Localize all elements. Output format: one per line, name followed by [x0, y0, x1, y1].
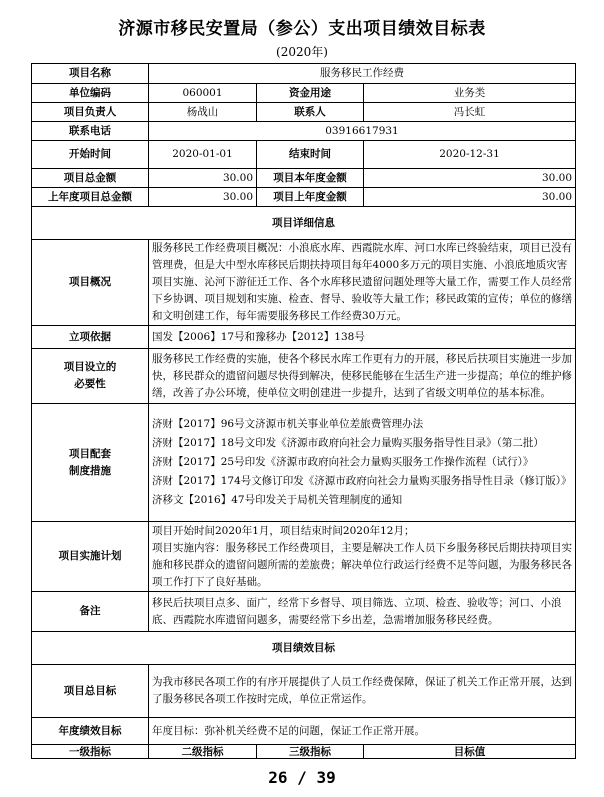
header-level2: 二级指标	[149, 745, 257, 759]
last-year-label: 项目上年度金额	[257, 188, 364, 207]
document-year: (2020年)	[276, 45, 328, 59]
start-label: 开始时间	[32, 141, 149, 169]
project-name-value: 服务移民工作经费	[149, 64, 576, 84]
row-basis	[32, 326, 576, 349]
last-total-value: 30.00	[149, 188, 257, 207]
header-target: 目标值	[364, 745, 576, 759]
supporting-list	[149, 404, 576, 522]
remark-label: 备注	[32, 592, 149, 632]
row-performance-section	[32, 632, 576, 665]
fund-use-value: 业务类	[364, 84, 576, 103]
row-last-year	[32, 188, 576, 207]
supporting-item: 济移文【2016】47号印发关于局机关管理制度的通知	[152, 494, 403, 506]
row-unit-code	[32, 84, 576, 103]
supporting-item: 济财【2017】174号文修订印发《济源市政府向社会力量购买服务指导性目录（修订版）》	[152, 475, 572, 487]
supporting-item: 济财【2017】25号印发《济源市政府向社会力量购买服务工作操作流程（试行）》	[152, 456, 534, 468]
fund-use-label: 资金用途	[257, 84, 364, 103]
overall-goal-text: 为我市移民各项工作的有序开展提供了人员工作经费保障，保证了机关工作正常开展，达到了服务移民各项工作按时完成，单位正常运作。	[149, 665, 576, 718]
end-value: 2020-12-31	[364, 141, 576, 169]
supporting-label-line2: 制度措施	[69, 464, 111, 477]
row-plan	[32, 522, 576, 592]
row-project-name	[32, 64, 576, 84]
document-title: 济源市移民安置局（参公）支出项目绩效目标表	[118, 19, 486, 39]
total-value: 30.00	[149, 169, 257, 188]
plan-line-2: 项目实施内容：服务移民工作经费项目，主要是解决工作人员下乡服务移民后期扶持项目实施和移民群众的遗留问题所需的差旅费；解决单位行政运行经费不足等问题，为服务移民各项工作打下了良好基础。	[152, 541, 572, 588]
supporting-label	[32, 404, 149, 522]
row-overall-goal	[32, 665, 576, 718]
end-label: 结束时间	[257, 141, 364, 169]
supporting-label-line1: 项目配套	[69, 447, 111, 460]
row-owner	[32, 103, 576, 122]
overview-label: 项目概况	[32, 240, 149, 326]
row-annual-goal	[32, 718, 576, 745]
this-year-value: 30.00	[364, 169, 576, 188]
row-indicator-headers	[32, 745, 576, 759]
project-name-label: 项目名称	[32, 64, 149, 84]
page-number: 26 / 39	[268, 768, 336, 787]
last-total-label: 上年度项目总金额	[32, 188, 149, 207]
owner-value: 杨战山	[149, 103, 257, 122]
phone-label: 联系电话	[32, 122, 149, 141]
this-year-label: 项目本年度金额	[257, 169, 364, 188]
row-overview	[32, 240, 576, 326]
row-total	[32, 169, 576, 188]
supporting-item: 济财【2017】18号文印发《济源市政府向社会力量购买服务指导性目录》（第二批）	[152, 437, 544, 449]
necessity-label-line2: 必要性	[74, 378, 106, 390]
unit-code-value: 060001	[149, 84, 257, 103]
annual-goal-text: 年度目标：弥补机关经费不足的问题，保证工作正常开展。	[149, 718, 576, 745]
row-remark	[32, 592, 576, 632]
supporting-item: 济财【2017】96号文济源市机关事业单位差旅费管理办法	[152, 418, 424, 430]
necessity-text: 服务移民工作经费的实施，使各个移民水库工作更有力的开展，移民后扶项目实施进一步加快，移民群众的遗留问题尽快得到解决，使移民能够在生活生产进一步提高；单位的维护修缮，改善了办公环境，使单位文明创建进一步提升，达到了省级文明单位的基本标准。	[149, 349, 576, 404]
header-level1: 一级指标	[32, 745, 149, 759]
header-level3: 三级指标	[257, 745, 364, 759]
unit-code-label: 单位编码	[32, 84, 149, 103]
row-details-section	[32, 207, 576, 240]
necessity-label	[32, 349, 149, 404]
row-phone	[32, 122, 576, 141]
plan-line-1: 项目开始时间2020年1月，项目结束时间2020年12月；	[152, 524, 415, 537]
row-necessity	[32, 349, 576, 404]
plan-label: 项目实施计划	[32, 522, 149, 592]
row-supporting	[32, 404, 576, 522]
performance-section-title: 项目绩效目标	[32, 632, 576, 665]
owner-label: 项目负责人	[32, 103, 149, 122]
remark-text: 移民后扶项目点多、面广，经常下乡督导、项目筛选、立项、检查、验收等；河口、小浪底、西霞院水库遗留问题多，需要经常下乡出差，急需增加服务移民经费。	[149, 592, 576, 632]
overview-text: 服务移民工作经费项目概况：小浪底水库、西霞院水库、河口水库已终验结束，项目已没有管理费，但是大中型水库移民后期扶持项目每年4000多万元的项目实施、小浪底地质灾害项目实施、沁河下游征迁工作、各个水库移民遗留问题处理等大量工作，需要工作人员经常下乡协调、项目规划和实施、检查、督导、验收等大量工作；移民政策的宣传；单位的修缮和文明创建工作，每年需要服务移民工作经费30万元。	[149, 240, 576, 326]
plan-text	[149, 522, 576, 592]
contact-value: 冯长虹	[364, 103, 576, 122]
start-value: 2020-01-01	[149, 141, 257, 169]
row-dates	[32, 141, 576, 169]
phone-value: 03916617931	[149, 122, 576, 141]
contact-label: 联系人	[257, 103, 364, 122]
last-year-value: 30.00	[364, 188, 576, 207]
necessity-label-line1: 项目设立的	[63, 361, 117, 373]
details-section-title: 项目详细信息	[32, 207, 576, 240]
basis-label: 立项依据	[32, 326, 149, 349]
total-label: 项目总金额	[32, 169, 149, 188]
basis-text: 国发【2006】17号和豫移办【2012】138号	[149, 326, 576, 349]
annual-goal-label: 年度绩效目标	[32, 718, 149, 745]
performance-table	[31, 63, 576, 759]
overall-goal-label: 项目总目标	[32, 665, 149, 718]
